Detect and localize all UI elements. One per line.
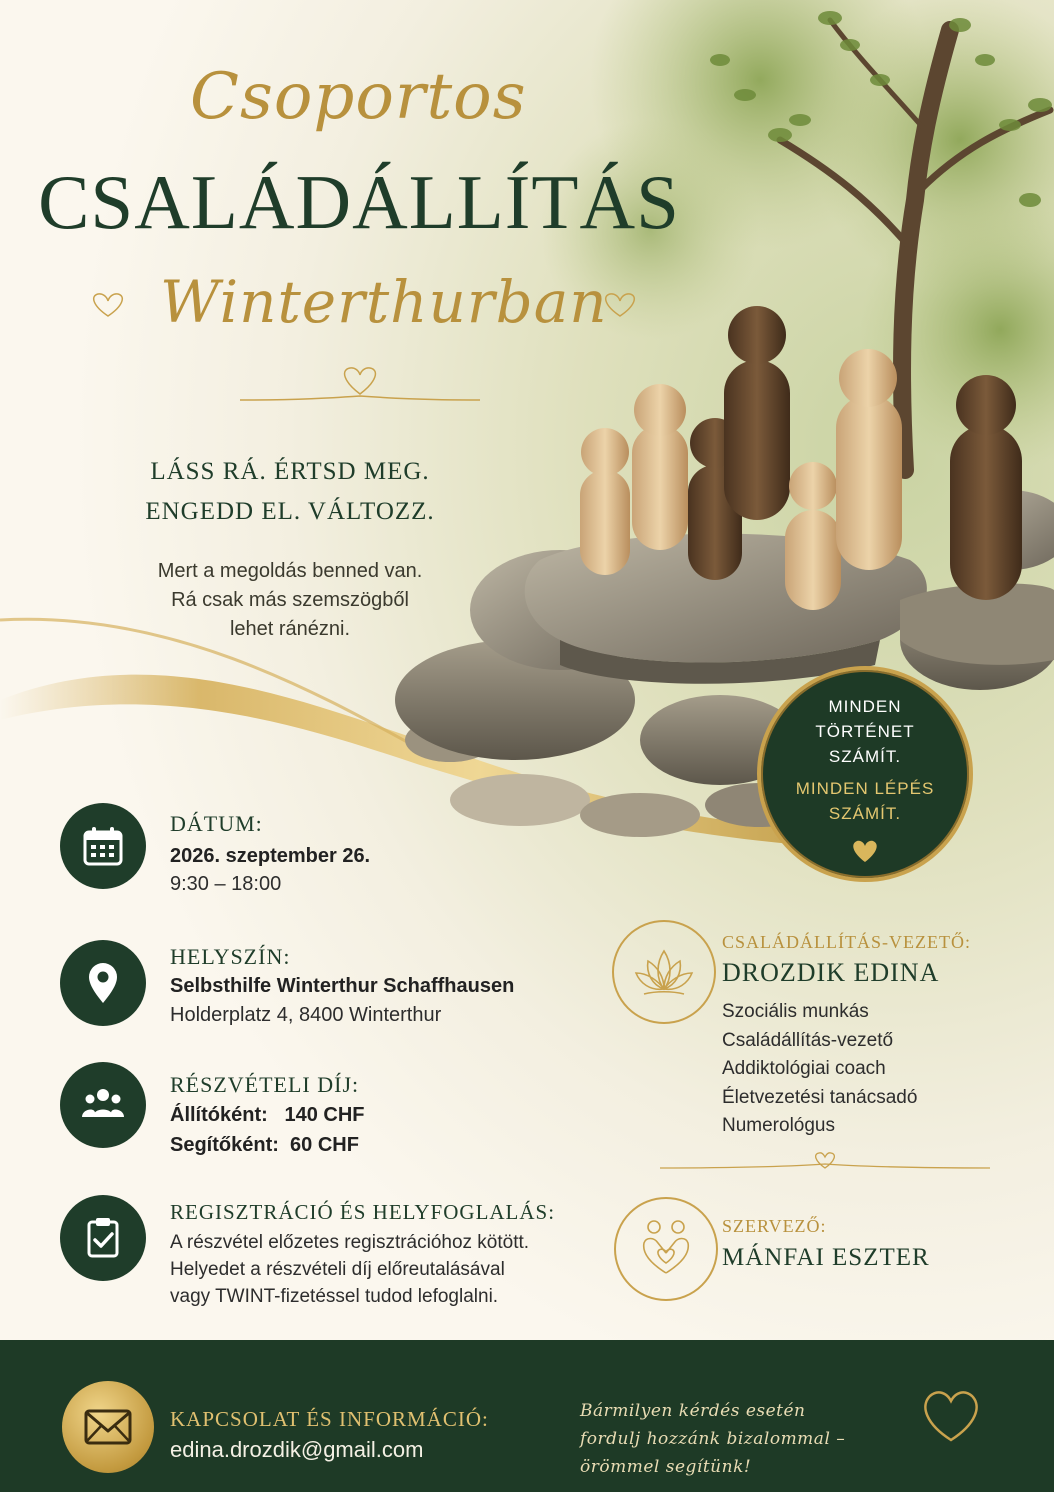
- heart-icon: [850, 838, 880, 864]
- organizer-label: SZERVEZŐ:: [722, 1216, 827, 1236]
- badge-line-2: TÖRTÉNET: [815, 722, 915, 741]
- badge-line-1: MINDEN: [828, 697, 902, 716]
- fee-label: RÉSZVÉTELI DÍJ:: [170, 1072, 360, 1097]
- leader-role: Életvezetési tanácsadó: [722, 1086, 918, 1108]
- location-name: Selbsthilfe Winterthur Schaffhausen: [170, 975, 515, 997]
- date-icon-circle: [60, 803, 146, 889]
- date-label: DÁTUM:: [170, 811, 263, 836]
- leader-role: Addiktológiai coach: [722, 1058, 886, 1079]
- footer-note: [580, 1397, 910, 1481]
- date-time: 9:30 – 18:00: [170, 873, 282, 895]
- motto-badge: [757, 666, 973, 882]
- footer-note-line-1: Bármilyen kérdés esetén: [580, 1401, 806, 1421]
- registration-line-1: A részvétel előzetes regisztrációhoz kötött.: [170, 1232, 530, 1253]
- registration-line-3: vagy TWINT-fizetéssel tudod lefoglalni.: [170, 1286, 499, 1307]
- envelope-icon-circle: [62, 1381, 154, 1473]
- badge-line-4: MINDEN LÉPÉS: [795, 779, 935, 798]
- people-icon: [81, 1083, 125, 1127]
- location-pin-icon: [81, 961, 125, 1005]
- organizer-name: MÁNFAI ESZTER: [722, 1244, 930, 1271]
- leader-role: Numerológus: [722, 1115, 835, 1136]
- lotus-icon: [634, 947, 694, 997]
- divider-heart: [240, 360, 480, 410]
- location-icon-circle: [60, 940, 146, 1026]
- calendar-icon: [81, 824, 125, 868]
- fee-line-2: Segítőként: 60 CHF: [170, 1134, 359, 1156]
- leader-label: CSALÁDÁLLÍTÁS-VEZETŐ:: [722, 932, 971, 952]
- leader-roles: [722, 998, 917, 1141]
- registration-line-2: Helyedet a részvételi díj előreutalásával: [170, 1259, 505, 1280]
- contact-label: KAPCSOLAT ÉS INFORMÁCIÓ:: [170, 1407, 489, 1431]
- divider-heart-small: [660, 1150, 990, 1176]
- registration-icon-circle: [60, 1195, 146, 1281]
- clipboard-check-icon: [81, 1216, 125, 1260]
- heart-left-icon: [88, 290, 128, 320]
- subtext-line-1: Mert a megoldás benned van.: [157, 560, 423, 582]
- page-title: CSALÁDÁLLÍTÁS: [38, 159, 680, 245]
- lotus-icon-ring: [612, 920, 716, 1024]
- footer-heart-icon: [916, 1380, 986, 1450]
- subtext-line-2: Rá csak más szemszögből: [171, 589, 409, 611]
- fee-icon-circle: [60, 1062, 146, 1148]
- title-script-bottom: Winterthurban: [160, 268, 608, 336]
- hands-heart-icon: [638, 1217, 694, 1279]
- fee-line-1: Állítóként: 140 CHF: [170, 1104, 365, 1126]
- footer-note-line-2: fordulj hozzánk bizalommal –: [580, 1429, 846, 1449]
- envelope-icon: [82, 1405, 134, 1449]
- date-day: 2026. szeptember 26.: [170, 845, 371, 867]
- location-label: HELYSZÍN:: [170, 944, 291, 969]
- leader-role: Családállítás-vezető: [722, 1029, 894, 1051]
- tagline-line-2: ENGEDD EL. VÁLTOZZ.: [145, 498, 435, 525]
- leader-role: Szociális munkás: [722, 1001, 869, 1022]
- registration-label: REGISZTRÁCIÓ ÉS HELYFOGLALÁS:: [170, 1200, 556, 1224]
- hands-heart-icon-ring: [614, 1197, 718, 1301]
- title-script-top: Csoportos: [190, 60, 527, 134]
- location-address: Holderplatz 4, 8400 Winterthur: [170, 1004, 442, 1026]
- leader-name: DROZDIK EDINA: [722, 958, 940, 987]
- footer-note-line-3: örömmel segítünk!: [580, 1457, 752, 1477]
- subtext-line-3: lehet ránézni.: [229, 618, 351, 640]
- tagline-line-1: LÁSS RÁ. ÉRTSD MEG.: [150, 458, 430, 485]
- badge-line-3: SZÁMÍT.: [828, 747, 902, 766]
- badge-line-5: SZÁMÍT.: [828, 804, 902, 823]
- contact-email-link[interactable]: edina.drozdik@gmail.com: [170, 1437, 424, 1462]
